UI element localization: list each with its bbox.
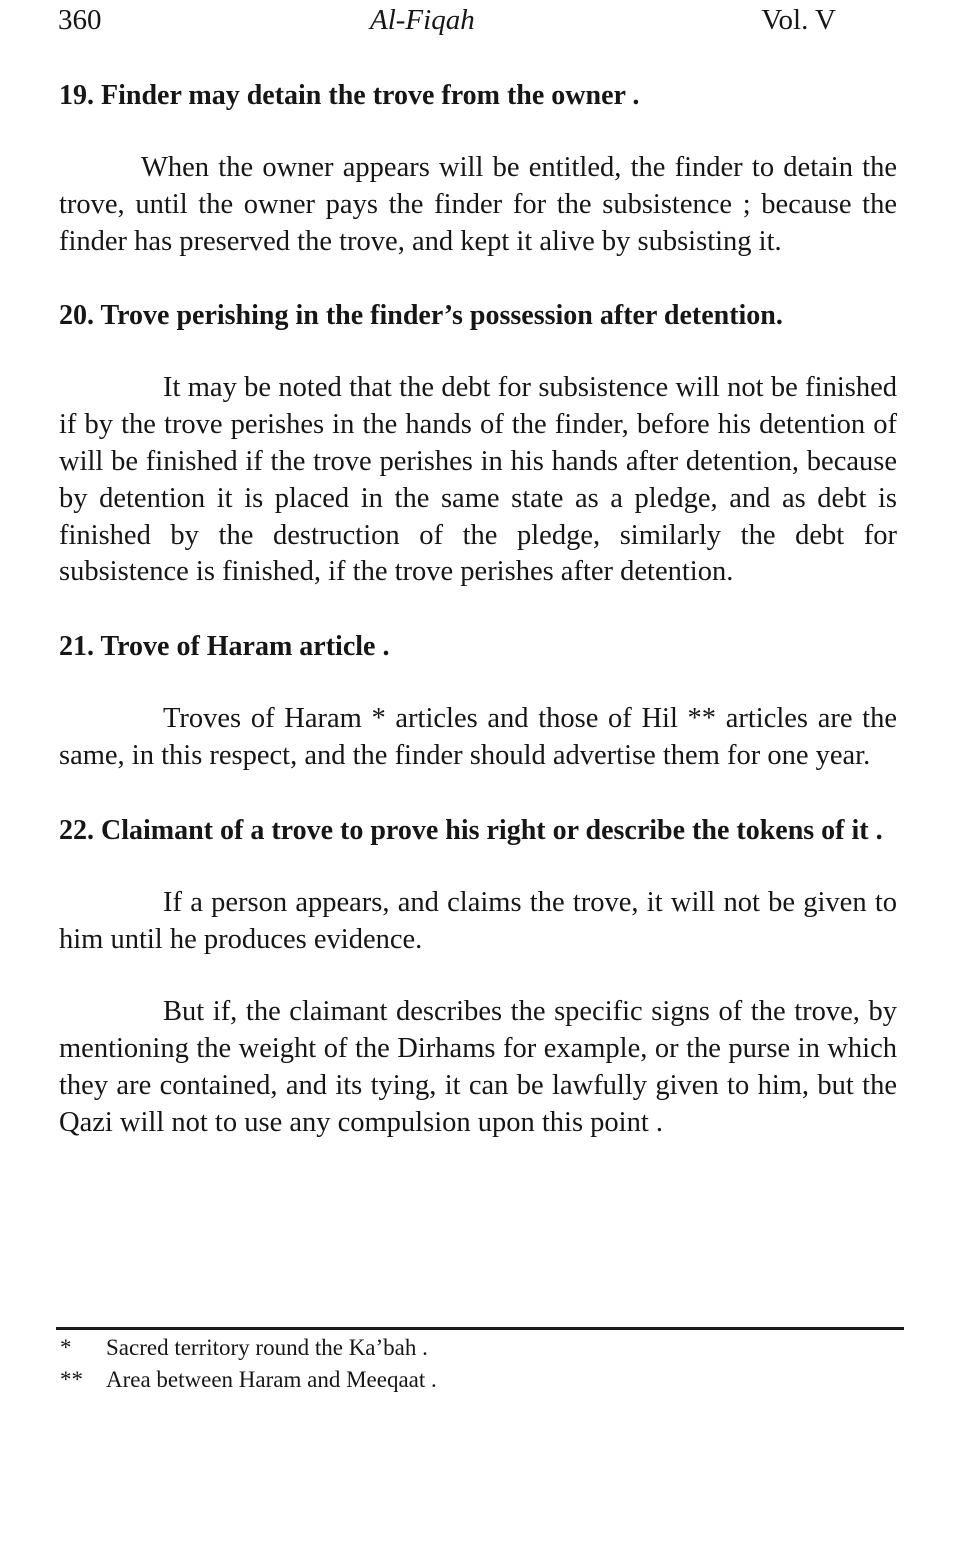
section-heading-21: 21. Trove of Haram article . [59,631,390,663]
footnote [60,1364,900,1396]
section-heading-20: 20. Trove perishing in the finder’s possession after detention. [59,300,783,332]
body-text [59,78,897,1142]
footnotes [60,1332,900,1396]
footnote-text: Sacred territory round the Ka’bah . [106,1335,428,1360]
section-22-paragraph-2: But if, the claimant describes the specific signs of the trove, by mentioning the weight of the Dirhams for example, or the purse in which they are contained, and its tying, it can be lawfully given to him, but the Qazi will not to use any compulsion upon this point . [59,996,897,1138]
footnote-mark: ** [60,1367,83,1392]
footnote-mark: * [60,1335,72,1360]
volume-label: Vol. V [761,4,836,36]
section-19-paragraph: When the owner appears will be entitled, the finder to detain the trove, until the owner pays the finder for the subsistence ; because the finder has preserved the trove, and kept it alive by subsisting it. [59,152,897,257]
page-number: 360 [58,4,102,36]
section-heading-22: 22. Claimant of a trove to prove his right or describe the tokens of it . [59,814,883,846]
section-21-paragraph: Troves of Haram * articles and those of Hil ** articles are the same, in this respect, and the finder should advertise them for one year. [59,703,897,771]
footnote-text: Area between Haram and Meeqaat . [106,1367,437,1392]
page-header [58,4,898,44]
section-20-paragraph: It may be noted that the debt for subsistence will not be finished if by the trove perishes in the hands of the finder, before his detention of will be finished if the trove perishes in his hands after detention, because by detention it is placed in the same state as a pledge, and as debt is finished by the destruction of the pledge, similarly the debt for subsistence is finished, if the trove perishes after detention. [59,372,897,588]
footnote-divider [56,1327,904,1330]
running-title: Al-Fiqah [370,4,475,36]
section-22-paragraph-1: If a person appears, and claims the trove, it will not be given to him until he produces evidence. [59,886,897,955]
section-heading-19: 19. Finder may detain the trove from the owner . [59,80,640,111]
footnote [60,1332,900,1364]
